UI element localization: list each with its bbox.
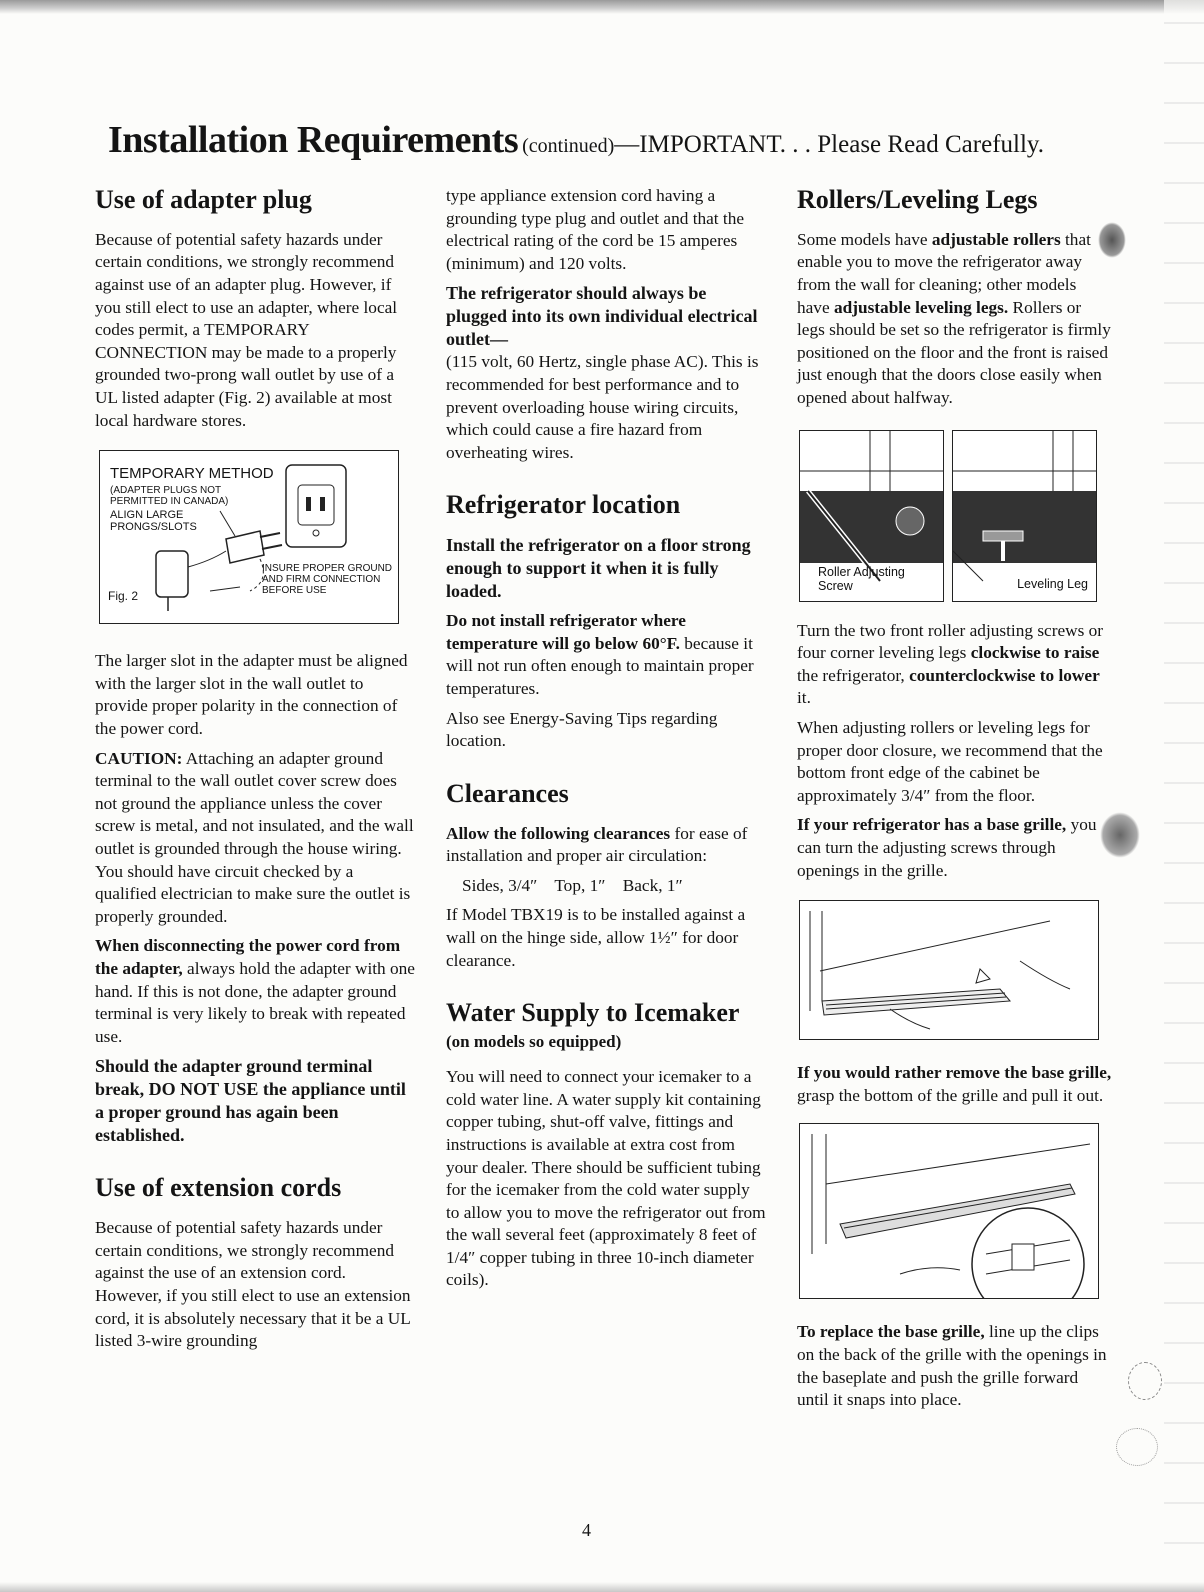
adapter-warning: Should the adapter ground terminal break, DO NOT USE the appliance until a proper ground has again been established. (95, 1056, 406, 1146)
location-also: Also see Energy-Saving Tips regarding location. (446, 708, 718, 751)
clearances-allow (446, 823, 766, 868)
figure-grille-adjust (799, 900, 1099, 1040)
figure-caption-align: ALIGN LARGE PRONGS/SLOTS (110, 509, 197, 534)
adapter-intro: Because of potential safety hazards under certain conditions, we strongly recommend against use of an adapter plug. However, if you still elect to use an adapter, where local codes permit, a TEMPORARY CONNECTION may be made to a properly grounded two-prong wall outlet by use of a UL listed adapter (Fig. 2) available at most local hardware stores. (95, 229, 398, 430)
scan-edge-top (0, 0, 1204, 14)
rollers-intro (797, 229, 1112, 410)
turn-b: clockwise to raise (970, 643, 1100, 663)
section-title-water-supply: Water Supply to Icemaker (446, 998, 740, 1028)
page-number: 4 (582, 1520, 591, 1540)
adapter-caution (95, 748, 415, 929)
location-floor: Install the refrigerator on a floor strong enough to support it when it is fully loaded. (446, 535, 751, 602)
water-supply-text: You will need to connect your icemaker to a cold water line. A water supply kit containing copper tubing, shut-off valve, fittings and instructions is available at extra cost from your dealer. There should be sufficient tubing for the icemaker from the cold water supply to allow you to move the refrigerator out from the wall several feet (approximately 8 feet of 1/4″ copper tubing in three 10-inch diameter coils). (446, 1067, 766, 1290)
page-title-continued: (continued) (522, 135, 615, 157)
figure-caption-insure: INSURE PROPER GROUND AND FIRM CONNECTION BEFORE USE (262, 563, 393, 597)
grille-remove-illustration (800, 1124, 1098, 1298)
figure-roller-leg (799, 430, 1097, 602)
replace-label: To replace the base grille, (797, 1322, 985, 1342)
scan-edge-bottom (0, 1582, 1204, 1592)
section-title-adapter-plug: Use of adapter plug (95, 185, 312, 214)
temperature-heading: Do not install refrigerator where temperature will go below 60°F. (446, 611, 686, 653)
location-temperature (446, 610, 766, 700)
rollers-intro-b: adjustable rollers (931, 229, 1061, 249)
rollers-intro-a: Some models have (797, 229, 932, 249)
turn-a: Turn the two front roller adjusting screws or four corner leveling legs (797, 620, 1104, 663)
rollers-turn (797, 620, 1112, 710)
grille-text: you can turn the adjusting screws through openings in the grille. (797, 815, 1097, 880)
section-title-location: Refrigerator location (446, 490, 681, 520)
remove-label: If you would rather remove the base grille, (797, 1063, 1112, 1083)
clearances-allow-label: Allow the following clearances (446, 823, 671, 843)
grille-remove (797, 1062, 1112, 1107)
disconnect-label: When disconnecting the power cord from the adapter, (95, 936, 401, 978)
binder-hole-outline (1116, 1428, 1158, 1466)
caution-label: CAUTION: (95, 748, 183, 768)
turn-e: it. (797, 688, 811, 708)
clearances-allow-text: for ease of installation and proper air circulation: (446, 823, 748, 866)
figure-caption-method: TEMPORARY METHOD (110, 465, 274, 483)
page-header (108, 118, 1108, 162)
outlet-text: (115 volt, 60 Hertz, single phase AC). This is recommended for best performance and to prevent overloading house wiring circuits, which could cause a fire hazard from overheating wires. (446, 352, 759, 462)
grille-replace (797, 1321, 1112, 1411)
grille-adjust-illustration (800, 901, 1098, 1039)
page-title-important: —IMPORTANT. . . Please Read Carefully. (614, 131, 1045, 158)
page-title: Installation Requirements (108, 119, 519, 161)
remove-text: grasp the bottom of the grille and pull it out. (797, 1085, 1104, 1105)
column-middle (446, 185, 766, 1299)
rollers-intro-c: that enable you to move the refrigerator away from the wall for cleaning; other models have (797, 229, 1091, 317)
section-title-clearances: Clearances (446, 778, 569, 808)
extension-text: Because of potential safety hazards under certain conditions, we strongly recommend against the use of an extension cord. However, if you still elect to use an extension cord, it is absolutely necessary that it be a UL listed 3-wire grounding (95, 1218, 411, 1351)
adapter-slot-text: The larger slot in the adapter must be aligned with the larger slot in the wall outlet to provide proper polarity in the connection of the power cord. (95, 651, 408, 739)
replace-text: line up the clips on the back of the grille with the openings in the baseplate and push the grille forward until it snaps into place. (797, 1322, 1107, 1410)
disconnect-text: always hold the adapter with one hand. If this is not done, the adapter ground terminal is very likely to break with repeated use. (95, 958, 415, 1046)
clearances-values: Sides, 3/4″ Top, 1″ Back, 1″ (462, 875, 683, 895)
column-left (95, 185, 415, 1360)
turn-d: counterclockwise to lower (909, 665, 1100, 685)
clearances-model: If Model TBX19 is to be installed against a wall on the hinge side, allow 1½″ for door clearance. (446, 905, 746, 970)
column-right (797, 185, 1112, 1419)
figure-adapter-plug (99, 450, 399, 624)
extension-continued: type appliance extension cord having a grounding type plug and outlet and that the electrical rating of the cord be 15 amperes (minimum) and 120 volts. (446, 186, 745, 273)
figure-grille-remove (799, 1123, 1099, 1299)
section-title-extension-cords: Use of extension cords (95, 1173, 342, 1203)
outlet-heading: The refrigerator should always be plugged into its own individual electrical outlet— (446, 283, 758, 350)
temperature-text: because it will not run often enough to maintain proper temperatures. (446, 633, 754, 699)
section-title-rollers: Rollers/Leveling Legs (797, 185, 1038, 214)
adapter-disconnect (95, 935, 415, 1048)
rollers-adjusting: When adjusting rollers or leveling legs for proper door closure, we recommend that the bottom front edge of the cabinet be approximately 3/4″ from the floor. (797, 718, 1103, 805)
water-supply-subtitle: (on models so equipped) (446, 1032, 622, 1052)
figure-panel-roller (799, 430, 944, 602)
rollers-intro-d: adjustable leveling legs. (833, 297, 1009, 317)
figure-panel-leg (952, 430, 1097, 602)
caution-text: Attaching an adapter ground terminal to the wall outlet cover screw does not ground the appliance unless the cover screw is metal, and not insulated, and the wall outlet is grounded through the house wiring. You should have circuit checked by a qualified electrician to make sure the outlet is properly grounded. (95, 748, 414, 926)
roller-label: Roller Adjusting Screw (818, 564, 905, 593)
rollers-intro-e: Rollers or legs should be set so the refrigerator is firmly positioned on the floor and the front is raised just enough that the doors close easily when opened about halfway. (797, 297, 1111, 408)
scan-edge-right (1164, 0, 1204, 1592)
figure-caption-note: (ADAPTER PLUGS NOT PERMITTED IN CANADA) (110, 485, 229, 508)
leg-label: Leveling Leg (1017, 576, 1088, 591)
binder-hole-outline (1128, 1362, 1162, 1400)
grille-label: If your refrigerator has a base grille, (797, 815, 1067, 835)
turn-c: the refrigerator, (797, 665, 910, 685)
rollers-grille (797, 814, 1112, 882)
figure-number: Fig. 2 (108, 589, 139, 604)
